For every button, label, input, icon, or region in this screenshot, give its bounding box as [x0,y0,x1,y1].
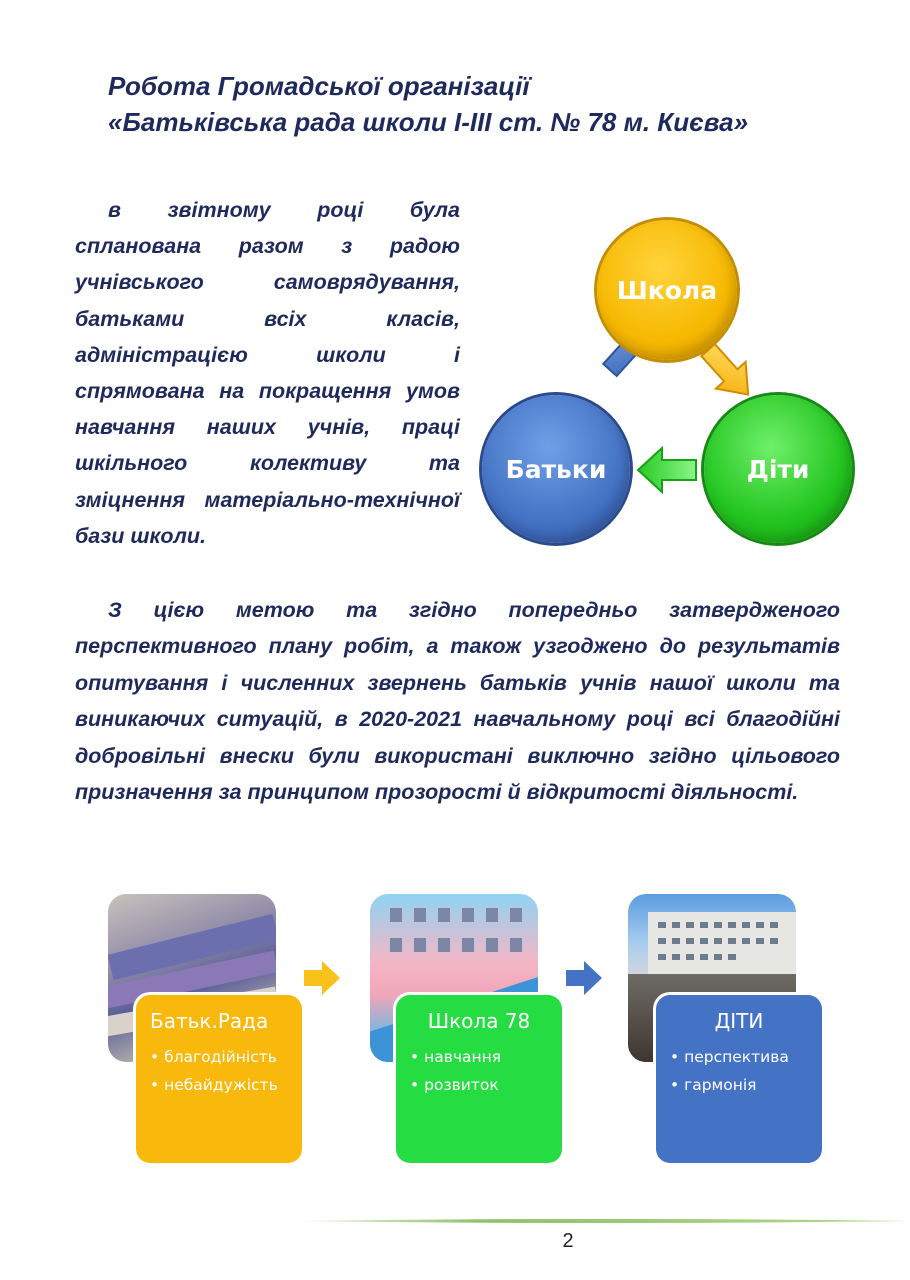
page-title [108,68,868,140]
title-line-1: Робота Громадської організації [108,71,530,101]
cycle-diagram [470,200,870,560]
process-box-children [656,995,822,1163]
cycle-node-parents: Батьки [482,395,630,543]
process-item: • гармонія [670,1076,757,1094]
process-item: • перспектива [670,1048,789,1066]
process-box-title: Батьк.Рада [150,1009,269,1033]
main-paragraph: З цією метою та згідно попередньо затвердженого перспективного плану робіт, а також узгоджено до результатів опитування і численних звернень батьків учнів нашої школи та виникаючих ситуацій, в 2020-2021 навчальному році всі благодійні добровільні внески були використані виключно згідно цільового призначення за принципом прозорості й відкритості діяльності. [75,598,840,805]
page-number: 2 [562,1230,574,1252]
process-box-title: Школа 78 [427,1009,531,1033]
process-arrow-2 [562,958,608,998]
process-arrow-1 [300,958,346,998]
process-item: • благодійність [150,1048,277,1066]
intro-paragraph: в звітному році була спланована разом з радою учнівського самоврядування, батьками всіх класів, адміністрацією школи і спрямована на покращення умов навчання наших учнів, праці шкільного колективу та зміцнення матеріально-технічної бази школи. [75,198,460,548]
footer-divider [296,1216,910,1226]
process-item: • розвиток [410,1076,499,1094]
cycle-node-kids: Діти [704,395,852,543]
process-item: • навчання [410,1048,502,1066]
arrow-kids-to-parents [638,448,696,492]
process-box-parents-council [136,995,302,1163]
cycle-node-school: Школа [597,220,737,360]
title-line-2: «Батьківська рада школи I-III ст. № 78 м. Києва» [108,107,749,137]
process-box-school [396,995,562,1163]
process-item: • небайдужість [150,1076,278,1094]
process-box-title: ДІТИ [714,1009,764,1033]
